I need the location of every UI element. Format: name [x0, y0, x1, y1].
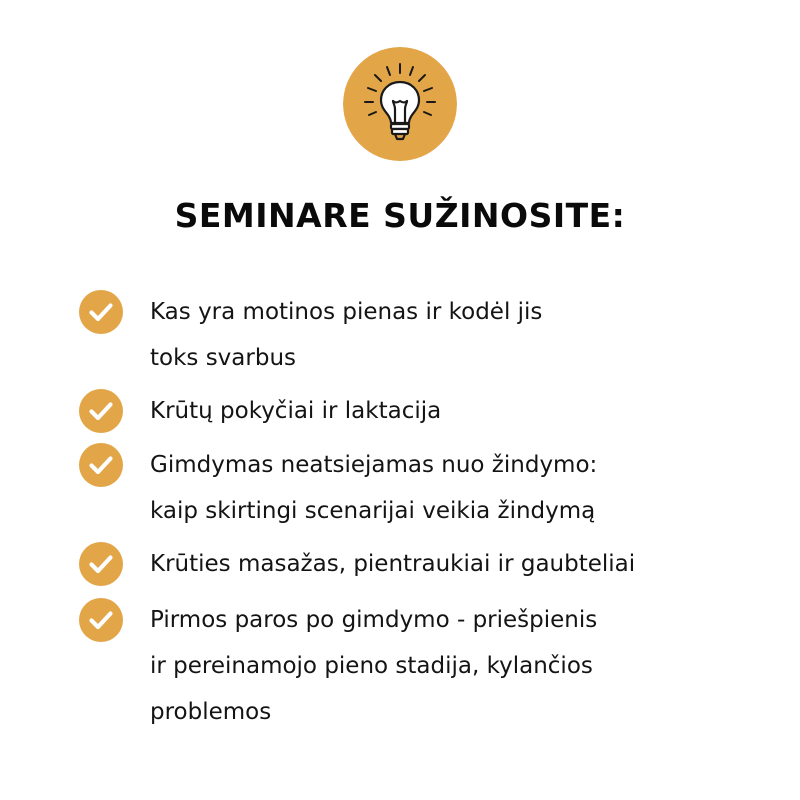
check-icon: [78, 388, 124, 434]
list-item-line: problemos: [150, 699, 272, 725]
check-icon: [78, 289, 124, 335]
list-item-line: Krūties masažas, pientraukiai ir gaubteliai: [150, 551, 636, 577]
list-item-text: [150, 388, 770, 434]
list-item-text: [150, 597, 770, 735]
list-item-text: [150, 289, 770, 381]
list-item-line: Gimdymas neatsiejamas nuo žindymo:: [150, 452, 598, 478]
list-item-line: Krūtų pokyčiai ir laktacija: [150, 398, 442, 424]
list-item-text: [150, 442, 770, 534]
page-title: SEMINARE SUŽINOSITE:: [174, 196, 626, 235]
list-item-line: Kas yra motinos pienas ir kodėl jis: [150, 299, 543, 325]
check-icon: [78, 442, 124, 488]
list-item-line: ir pereinamojo pieno stadija, kylančios: [150, 653, 593, 679]
list-item-text: [150, 541, 770, 587]
list-item-line: Pirmos paros po gimdymo - priešpienis: [150, 607, 598, 633]
check-icon: [78, 597, 124, 643]
check-icon: [78, 541, 124, 587]
list-item-line: toks svarbus: [150, 345, 297, 371]
list-item-line: kaip skirtingi scenarijai veikia žindymą: [150, 498, 596, 524]
